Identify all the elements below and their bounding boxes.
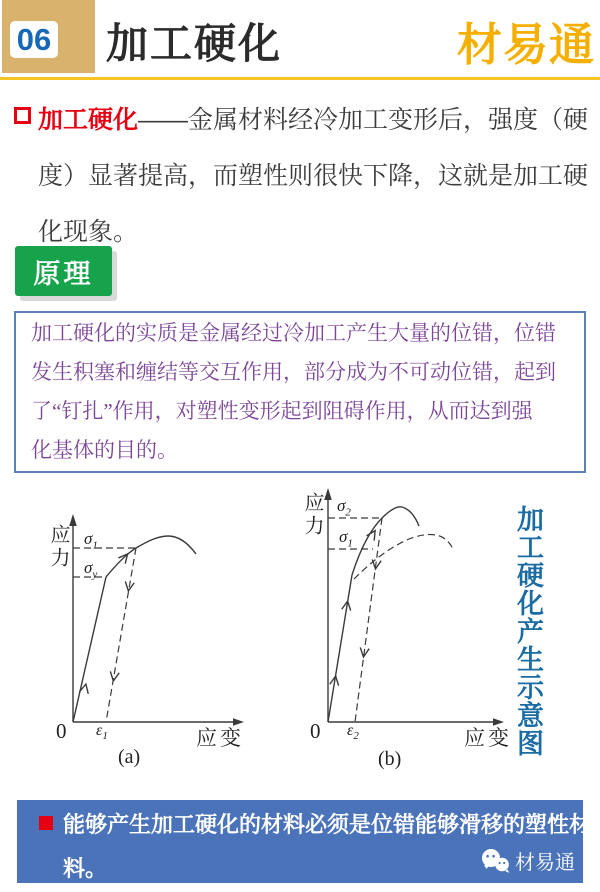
chart-a-caption: (a): [118, 746, 141, 768]
principle-line-1: 加工硬化的实质是金属经过冷加工产生大量的位错，位错: [31, 321, 556, 345]
definition-bullet-icon: [14, 107, 31, 124]
conclusion-bullet-icon: [39, 816, 53, 830]
chart-a-origin-label: 0: [56, 719, 67, 743]
watermark-text: 材易通: [515, 852, 575, 874]
chart-a-xlabel: 应变: [196, 726, 244, 750]
principle-button: [15, 246, 112, 296]
chart-a-ylabel: 应力: [47, 524, 69, 570]
definition-paragraph: [38, 92, 594, 260]
conclusion-line-1: 能够产生加工硬化的材料必须是位错能够滑移的塑性材: [63, 812, 592, 837]
brand-logo-text: 材易通: [456, 19, 595, 70]
conclusion-line-2: 料。: [63, 856, 108, 881]
chart-a-sigmay-label: $\sigma_y$: [84, 558, 98, 581]
section-number: 06: [16, 21, 52, 57]
chart-b-sigma2-label: $\sigma_2$: [337, 496, 351, 519]
principle-text-box: [14, 311, 586, 473]
chart-b-ylabel: 应力: [301, 492, 323, 538]
chart-b-caption: (b): [378, 748, 402, 770]
principle-line-2: 发生积塞和缠结等交互作用，部分成为不可动位错，起到: [31, 360, 556, 384]
chart-a-epsilon1-label: $\varepsilon_1$: [96, 722, 108, 743]
principle-button-label: 原理: [33, 258, 94, 289]
watermark: [480, 846, 575, 875]
definition-line-3: 化现象。: [38, 218, 139, 246]
conclusion-bar: [17, 800, 592, 883]
definition-line-1-rest: ——金属材料经冷加工变形后，强度（硬: [138, 106, 589, 134]
header-divider: [0, 77, 600, 80]
principle-line-3: 了“钉扎”作用，对塑性变形起到阻碍作用，从而达到强: [31, 399, 533, 423]
chart-b-sigma1-label: $\sigma_1$: [339, 527, 353, 550]
chart-b-origin-label: 0: [310, 719, 321, 743]
definition-line-1: [38, 92, 594, 148]
definition-line-2: 度）显著提高，而塑性则很快下降，这就是加工硬: [38, 162, 589, 190]
chart-a-sigma1-label: $\sigma_1$: [84, 529, 98, 552]
principle-line-4: 化基体的目的。: [31, 438, 178, 462]
chart-b-epsilon2-label: $\varepsilon_2$: [347, 722, 359, 743]
wechat-icon: [480, 848, 510, 874]
figure-side-label: 加工硬化产生示意图: [513, 505, 543, 757]
page-title: 加工硬化: [106, 20, 283, 67]
chart-b-xlabel: 应变: [464, 726, 512, 750]
section-number-badge: [10, 21, 58, 58]
definition-term: 加工硬化: [38, 106, 139, 134]
